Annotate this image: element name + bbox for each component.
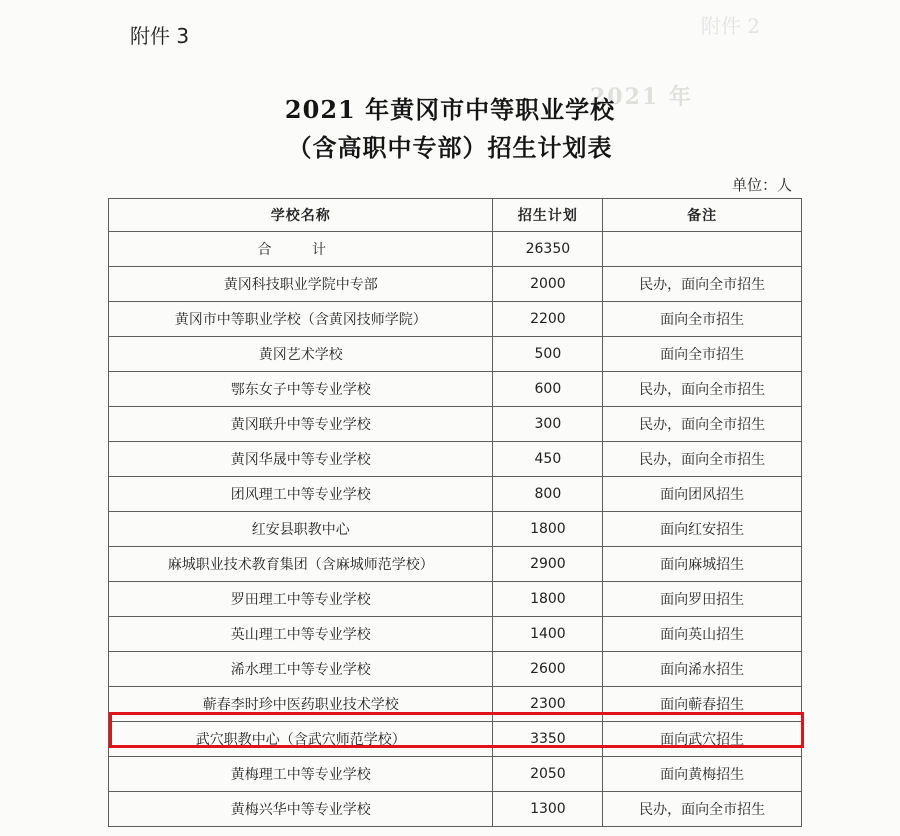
table-row: [109, 617, 802, 652]
enrollment-plan: 2050: [493, 757, 603, 792]
unit-label: 单位：人: [731, 176, 792, 194]
table-row: [109, 652, 802, 687]
document-title-line1: 2021 年黄冈市中等职业学校: [284, 95, 616, 124]
total-row: [109, 232, 802, 267]
school-name: 蕲春李时珍中医药职业技术学校: [109, 687, 493, 722]
school-name: 黄冈市中等职业学校（含黄冈技师学院）: [109, 302, 493, 337]
column-header-note: 备注: [603, 199, 802, 232]
enrollment-plan: 2300: [493, 687, 603, 722]
school-name: 鄂东女子中等专业学校: [109, 372, 493, 407]
bleed-through-title: 2021 年: [590, 84, 693, 110]
attachment-label: 附件 3: [130, 24, 190, 48]
bleed-through-text: 附件 2: [700, 14, 760, 38]
enrollment-plan: 300: [493, 407, 603, 442]
table-row: [109, 372, 802, 407]
table-row: [109, 512, 802, 547]
table-row: [109, 337, 802, 372]
enrollment-plan: 2900: [493, 547, 603, 582]
table-row: [109, 267, 802, 302]
table-row: [109, 442, 802, 477]
enrollment-plan: 500: [493, 337, 603, 372]
total-note: [603, 232, 802, 267]
enrollment-plan: 2200: [493, 302, 603, 337]
remark: 民办，面向全市招生: [603, 372, 802, 407]
table-row-highlighted: [109, 722, 802, 757]
total-plan: 26350: [493, 232, 603, 267]
table-row: [109, 582, 802, 617]
enrollment-plan: 1400: [493, 617, 603, 652]
column-header-school: 学校名称: [109, 199, 493, 232]
enrollment-plan: 1800: [493, 582, 603, 617]
remark: 面向全市招生: [603, 337, 802, 372]
remark: 面向黄梅招生: [603, 757, 802, 792]
table-row: [109, 687, 802, 722]
school-name: 浠水理工中等专业学校: [109, 652, 493, 687]
enrollment-plan: 600: [493, 372, 603, 407]
remark: 民办，面向全市招生: [603, 267, 802, 302]
table-row: [109, 407, 802, 442]
school-name: 英山理工中等专业学校: [109, 617, 493, 652]
school-name: 武穴职教中心（含武穴师范学校）: [109, 722, 493, 757]
remark: 面向蕲春招生: [603, 687, 802, 722]
school-name: 黄冈科技职业学院中专部: [109, 267, 493, 302]
school-name: 黄梅兴华中等专业学校: [109, 792, 493, 827]
remark: 民办，面向全市招生: [603, 407, 802, 442]
column-header-plan: 招生计划: [493, 199, 603, 232]
remark: 民办，面向全市招生: [603, 792, 802, 827]
enrollment-plan: 1300: [493, 792, 603, 827]
remark: 面向全市招生: [603, 302, 802, 337]
enrollment-plan: 2600: [493, 652, 603, 687]
enrollment-plan: 1800: [493, 512, 603, 547]
remark: 面向麻城招生: [603, 547, 802, 582]
school-name: 黄梅理工中等专业学校: [109, 757, 493, 792]
table-row: [109, 477, 802, 512]
school-name: 麻城职业技术教育集团（含麻城师范学校）: [109, 547, 493, 582]
remark: 面向英山招生: [603, 617, 802, 652]
school-name: 黄冈华晟中等专业学校: [109, 442, 493, 477]
total-label: 合 计: [109, 232, 493, 267]
school-name: 团风理工中等专业学校: [109, 477, 493, 512]
remark: 面向红安招生: [603, 512, 802, 547]
table-row: [109, 547, 802, 582]
enrollment-plan: 3350: [493, 722, 603, 757]
remark: 面向团风招生: [603, 477, 802, 512]
enrollment-plan: 2000: [493, 267, 603, 302]
remark: 面向浠水招生: [603, 652, 802, 687]
table-row: [109, 302, 802, 337]
table-row: [109, 757, 802, 792]
enrollment-plan: 800: [493, 477, 603, 512]
table-row: [109, 792, 802, 827]
table-header-row: [109, 199, 802, 232]
school-name: 黄冈联升中等专业学校: [109, 407, 493, 442]
remark: 面向罗田招生: [603, 582, 802, 617]
remark: 面向武穴招生: [603, 722, 802, 757]
school-name: 红安县职教中心: [109, 512, 493, 547]
school-name: 罗田理工中等专业学校: [109, 582, 493, 617]
document-title-line2: （含高职中专部）招生计划表: [287, 133, 613, 162]
school-name: 黄冈艺术学校: [109, 337, 493, 372]
enrollment-plan-table: [108, 198, 802, 827]
enrollment-plan: 450: [493, 442, 603, 477]
remark: 民办，面向全市招生: [603, 442, 802, 477]
